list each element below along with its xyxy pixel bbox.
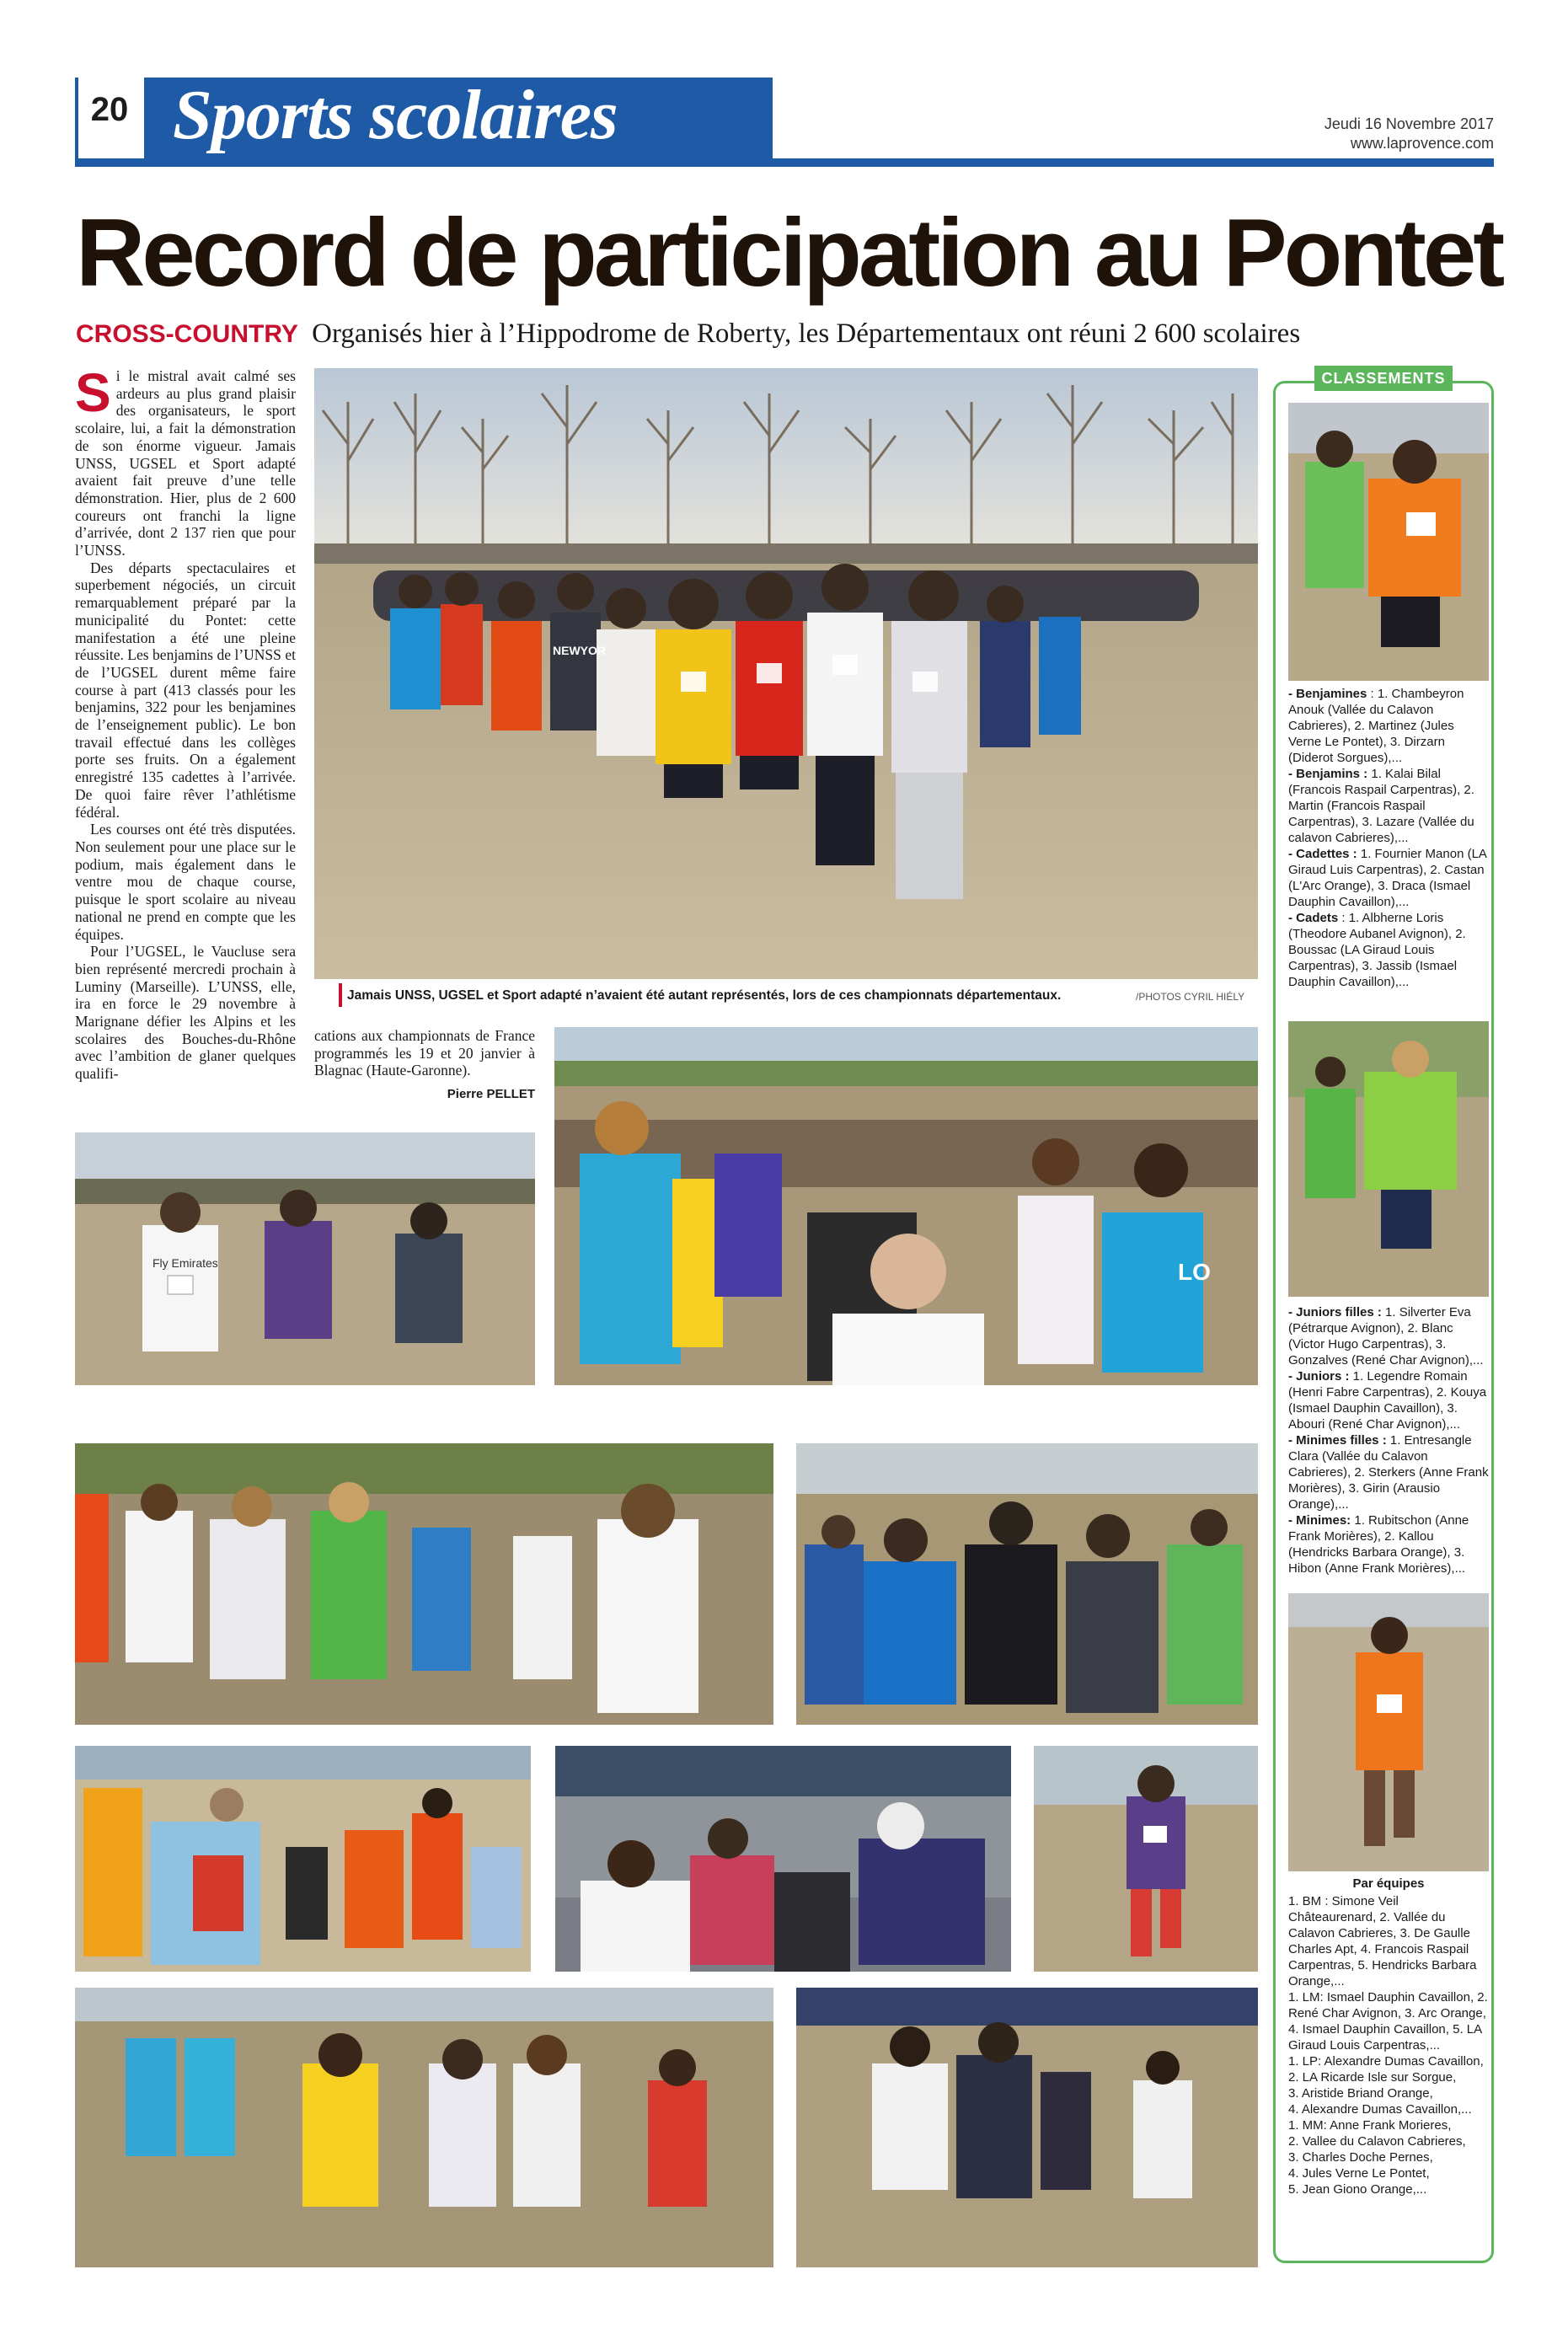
article-column-2	[314, 1027, 535, 1104]
article-paragraph-2: Des départs spectaculaires et superbement négociés, un circuit remarquablement préparé par la municipalité du Pontet: cette manifestation a été une pleine réussite. Les benjamins de l’UNSS et de l’UGSEL durent même faire course à part (413 classés pour les benjamins, 322 pour les benjamines de l’enseignement public). Le bon travail effectué dans les collèges porte ses fruits. On a également enregistré 135 cadettes à l’arrivée. De quoi faire rêver l’athlétisme fédéral.	[75, 559, 296, 821]
photo-solo-runner-1	[1034, 1746, 1258, 1972]
page-number: 20	[90, 91, 129, 128]
photo-caption: Jamais UNSS, UGSEL et Sport adapté n’avaient été autant représentés, lors de ces championnats départementaux.	[347, 988, 1062, 1003]
team-result-lp-3: 3. Aristide Briand Orange,	[1288, 2086, 1433, 2101]
results-juniors-filles: - Juniors filles : 1. Silverter Eva (Pétrarque Avignon), 2. Blanc (Victor Hugo Carpentras), 3. Gonzalves (René Char Avignon),...	[1288, 1305, 1484, 1368]
results-cadettes: - Cadettes : 1. Fournier Manon (LA Giraud Luis Carpentras), 2. Castan (L'Arc Orange), 3. Draca (Ismael Dauphin Cavaillon),...	[1288, 847, 1487, 909]
results-block-1	[1288, 686, 1489, 990]
author-signature: Pierre PELLET	[447, 1087, 535, 1102]
photo-girls-race-4	[75, 1988, 773, 2267]
results-minimes-filles: - Minimes filles : 1. Entresangle Clara (Vallée du Calavon Cabrieres), 2. Sterkers (Anne Frank Morières), 3. Girin (Arausio Orange),...	[1288, 1433, 1489, 1512]
photo-shirt-sponsor: Fly Emirates	[153, 1256, 218, 1270]
team-result-lp-2: 2. LA Ricarde Isle sur Sorgue,	[1288, 2070, 1457, 2085]
results-block-2	[1288, 1304, 1489, 1576]
photo-girls-race-1	[75, 1132, 535, 1385]
dateline	[1325, 115, 1494, 153]
team-result-mm-3: 3. Charles Doche Pernes,	[1288, 2150, 1433, 2165]
article-paragraph-4: Pour l’UGSEL, le Vaucluse sera bien représenté mercredi prochain à Luminy (Marseille). L’UNSS, elle, ira en force le 29 novembre à Marignane défier les Alpins et les scolaires des Bouches-du-Rhône avec l’ambition de glaner quelques qualifi-	[75, 943, 296, 1083]
sidebar-photo-boys	[1288, 403, 1489, 681]
photo-banner-text: LO	[1178, 1259, 1211, 1285]
results-juniors: - Juniors : 1. Legendre Romain (Henri Fabre Carpentras), 2. Kouya (Ismael Dauphin Cavaillon), 3. Abouri (René Char Avignon),...	[1288, 1369, 1487, 1432]
results-tab-label: CLASSEMENTS	[1314, 366, 1453, 391]
sidebar-photo-girl	[1288, 1593, 1489, 1871]
team-result-mm-1: 1. MM: Anne Frank Morieres,	[1288, 2118, 1452, 2133]
results-benjamines: - Benjamines : 1. Chambeyron Anouk (Vallée du Calavon Cabrieres), 2. Martinez (Jules Verne Le Pontet), 3. Dirzarn (Diderot Sorgues),...	[1288, 687, 1464, 765]
results-minimes: - Minimes: 1. Rubitschon (Anne Frank Morières), 2. Kallou (Hendricks Barbara Orange), 3. Hibon (Anne Frank Morières),...	[1288, 1513, 1469, 1576]
article-column-1	[75, 362, 296, 1083]
subhead: Organisés hier à l’Hippodrome de Roberty, les Départementaux ont réuni 2 600 scolaires	[312, 318, 1301, 349]
team-result-lm: 1. LM: Ismael Dauphin Cavaillon, 2. René Char Avignon, 3. Arc Orange, 4. Ismael Dauphin Cavaillon, 5. LA Giraud Louis Carpentras,...	[1288, 1990, 1488, 2053]
subhead-row	[76, 318, 1508, 350]
section-rubric: Sports scolaires	[173, 76, 618, 154]
team-result-lp-4: 4. Alexandre Dumas Cavaillon,...	[1288, 2102, 1472, 2117]
article-paragraph-1: Si le mistral avait calmé ses ardeurs au plus grand plaisir des organisateurs, le sport scolaire, lui, a fait la démonstration de son énorme vigueur. Jamais UNSS, UGSEL et Sport adapté avaient fait preuve d’une telle démonstration. Hier, plus de 2 600 coureurs ont franchi la ligne d’arrivée, dont 2 137 rien que pour l’UNSS.	[75, 362, 296, 559]
team-result-bm: 1. BM : Simone Veil Châteaurenard, 2. Vallée du Calavon Cabrieres, 3. De Gaulle Charles Apt, 4. Francois Raspail Carpentras, 5. Hendricks Barbara Orange,...	[1288, 1894, 1477, 1988]
main-photo-start-of-race	[314, 368, 1258, 979]
header-rule	[75, 158, 1494, 167]
team-result-mm-2: 2. Vallee du Calavon Cabrieres,	[1288, 2134, 1466, 2149]
photo-start-line	[555, 1746, 1011, 1972]
photo-girls-race-3	[75, 1443, 773, 1725]
results-teams	[1288, 1876, 1489, 2197]
photo-boys-race-1	[796, 1443, 1258, 1725]
results-benjamins: - Benjamins : 1. Kalai Bilal (Francois Raspail Carpentras), 2. Martin (Francois Raspail Carpentras), 3. Lazare (Vallée du calavon Cabrieres),...	[1288, 767, 1474, 845]
caption-marker	[339, 983, 342, 1007]
website-link[interactable]: www.laprovence.com	[1350, 135, 1494, 152]
issue-date: Jeudi 16 Novembre 2017	[1324, 115, 1494, 132]
article-paragraph-3: Les courses ont été très disputées. Non seulement pour une place sur le podium, mais également dans le ventre mou de chaque course, puisque le sport scolaire au niveau national ne prend en compte que les équipes.	[75, 821, 296, 943]
teams-heading: Par équipes	[1352, 1876, 1425, 1891]
photo-credit: /PHOTOS CYRIL HIÉLY	[1136, 991, 1245, 1003]
results-cadets: - Cadets : 1. Albherne Loris (Theodore Aubanel Avignon), 2. Boussac (LA Giraud Louis Carpentras), 3. Jassib (Ismael Dauphin Cavaillon),...	[1288, 911, 1466, 989]
article-paragraph-5: cations aux championnats de France programmés les 19 et 20 janvier à Blagnac (Haute-Garonne).	[314, 1027, 535, 1079]
photo-shirt-text: NEWYOR	[553, 644, 606, 657]
team-result-lp-1: 1. LP: Alexandre Dumas Cavaillon,	[1288, 2054, 1484, 2069]
headline: Record de participation au Pontet	[76, 200, 1502, 307]
team-result-mm-4: 4. Jules Verne Le Pontet,	[1288, 2166, 1430, 2181]
team-result-mm-5: 5. Jean Giono Orange,...	[1288, 2182, 1427, 2197]
photo-spectators	[75, 1746, 531, 1972]
sidebar-photo-juniors	[1288, 1021, 1489, 1297]
photo-girls-race-2	[554, 1027, 1258, 1385]
kicker: CROSS-COUNTRY	[76, 320, 298, 348]
photo-boys-race-2	[796, 1988, 1258, 2267]
dropcap: S	[75, 362, 111, 423]
